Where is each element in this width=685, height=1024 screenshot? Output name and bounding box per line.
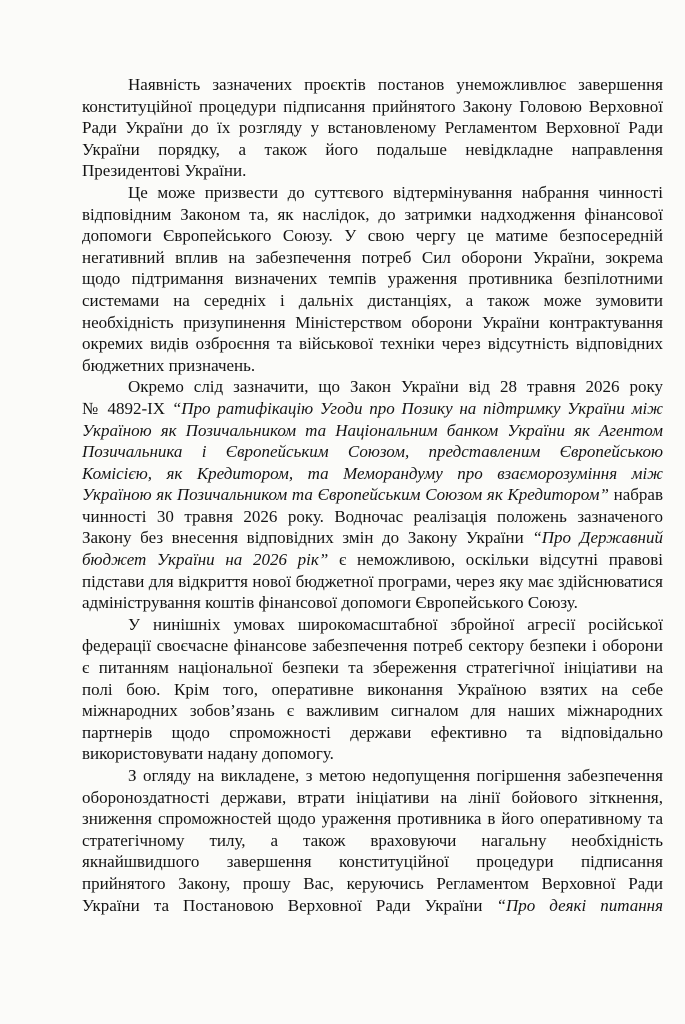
text-line (82, 549, 663, 571)
paragraph-5 (82, 765, 663, 916)
text-line: Наявність зазначених проєктів постанов унеможливлює завершення (128, 75, 663, 94)
text-line: партнерів щодо спроможності держави ефективно та відповідально (82, 722, 663, 742)
law-number: № 4892-IX (82, 398, 172, 418)
text-line: конституційної процедури підписання прийнятого Закону Головою Верховної (82, 96, 663, 116)
text-line: якнайшвидшого завершення конституційної процедури підписання (82, 852, 663, 872)
paragraph-1 (82, 74, 663, 182)
text-line: міжнародних зобов’язань є важливим сигналом для наших міжнародних (82, 701, 663, 721)
text-line: Ради України до їх розгляду у встановленому Регламентом Верховної Ради (82, 118, 663, 138)
text-line: використовувати надану допомогу. (82, 744, 334, 764)
text-line: прийнятого Закону, прошу Вас, керуючись Регламентом Верховної Ради (82, 873, 663, 893)
law-title-italic-line: Позичальника і Європейським Союзом, представленим Європейською (82, 442, 663, 462)
text-line: Окремо слід зазначити, що Закон України від 28 травня 2026 року (128, 377, 663, 397)
text-line (82, 527, 663, 549)
text-line: обороноздатності держави, втрати ініціативи на лінії бойового зіткнення, (82, 787, 663, 807)
text-line: необхідність призупинення Міністерством оборони України контрактування (82, 312, 663, 332)
paragraph-3 (82, 376, 663, 614)
text-line: допомоги Європейського Союзу. У свою чергу це матиме безпосередній (82, 226, 663, 246)
text-line: підстави для відкриття нової бюджетної програми, через яку має здійснюватися (82, 571, 663, 591)
text-line: негативний вплив на забезпечення потреб Сил оборони України, зокрема (82, 247, 663, 267)
paragraph-4 (82, 614, 663, 765)
text-line (82, 484, 663, 506)
resolution-title-italic: “Про деякі питання (496, 895, 663, 915)
text-line: Це може призвести до суттєвого відтермінування набрання чинності (128, 182, 663, 202)
text-segment: набрав (608, 485, 663, 505)
text-line: бюджетних призначень. (82, 355, 256, 375)
text-line: Президентові України. (82, 161, 247, 181)
text-line: щодо підтримання визначених темпів ураження противника безпілотними (82, 269, 663, 289)
law-title-italic: “Про ратифікацію Угоди про Позику на підтримку України між (171, 398, 663, 418)
text-segment: є неможливою, оскільки відсутні правові (328, 550, 664, 570)
budget-law-italic: “Про Державний (532, 528, 663, 548)
paragraph-2 (82, 182, 663, 376)
text-line: стратегічному тилу, а також враховуючи нагальну необхідність (82, 830, 663, 850)
text-line: чинності 30 травня 2026 року. Водночас реалізація положень зазначеного (82, 506, 663, 526)
text-line: відповідним Законом та, як наслідок, до затримки надходження фінансової (82, 204, 663, 224)
law-title-italic-line: Україною як Позичальником та Національним банком України як Агентом (82, 420, 663, 440)
text-segment: України та Постановою Верховної Ради України (82, 895, 497, 915)
text-line: федерації своєчасне фінансове забезпечення потреб сектору безпеки і оборони (82, 636, 663, 656)
text-line: є питанням національної безпеки та збереження стратегічної ініціативи на (82, 658, 663, 678)
text-line: полі бою. Крім того, оперативне виконання Україною взятих на себе (82, 679, 663, 699)
text-line (82, 398, 663, 420)
text-line: З огляду на викладене, з метою недопущення погіршення забезпечення (128, 766, 663, 785)
text-line: зниження спроможностей щодо ураження противника в його оперативному та (82, 809, 663, 829)
text-segment: Закону без внесення відповідних змін до Закону України (82, 528, 533, 548)
text-line: України порядку, а також його подальше невідкладне направлення (82, 139, 663, 159)
text-line: окремих видів озброєння та військової техніки через відсутність відповідних (82, 334, 663, 354)
text-line: У нинішніх умовах широкомасштабної збройної агресії російської (128, 614, 663, 634)
text-line (82, 895, 663, 917)
budget-law-italic: бюджет України на 2026 рік” (82, 550, 329, 570)
law-title-italic: Україною як Позичальником та Європейським Союзом як Кредитором” (82, 485, 609, 505)
text-line: системами на середніх і дальніх дистанціях, а також може зумовити (82, 290, 663, 310)
law-title-italic-line: Комісією, як Кредитором, та Меморандуму про взаєморозуміння між (82, 463, 663, 483)
text-line: адміністрування коштів фінансової допомоги Європейського Союзу. (82, 593, 578, 613)
